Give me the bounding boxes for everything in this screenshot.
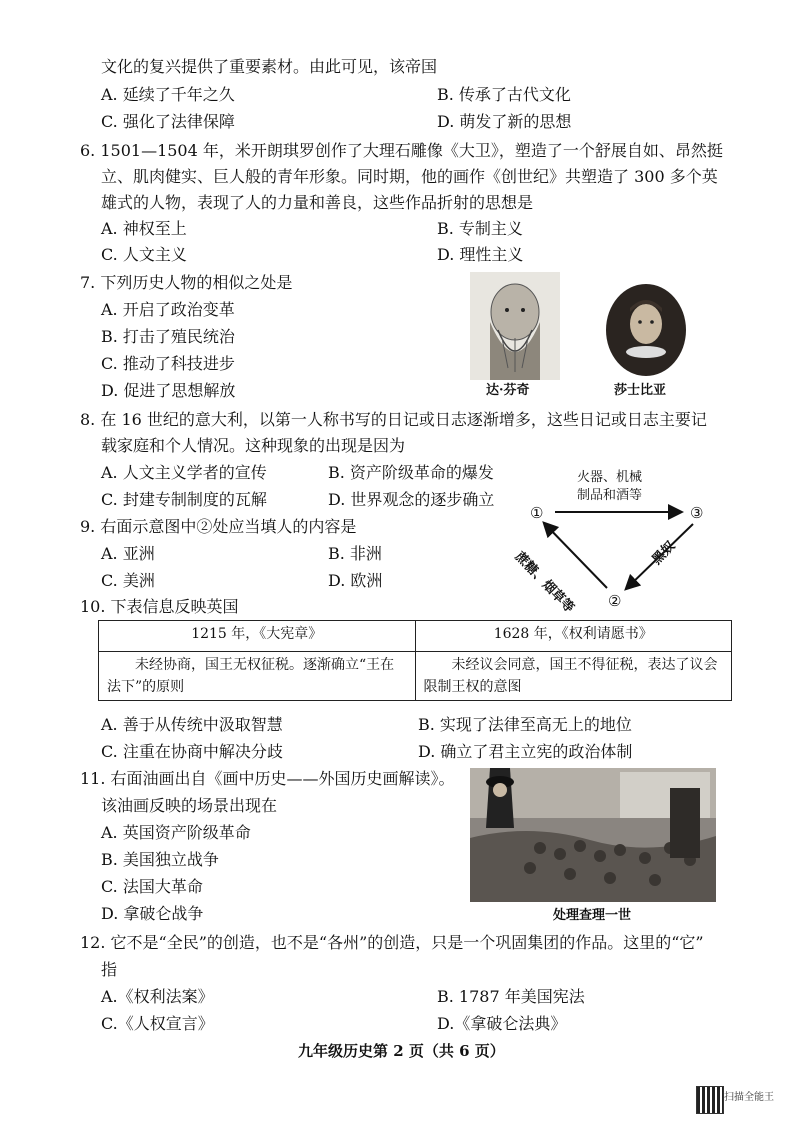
q6-line1: 6. 1501—1504 年，米开朗琪罗创作了大理石雕像《大卫》，塑造了一个舒展自如、昂然挺 xyxy=(80,141,723,160)
q8-line1: 8. 在 16 世纪的意大利，以第一人称书写的日记或日志逐渐增多，这些日记或日志主要记 xyxy=(80,410,707,429)
davinci-caption: 达·芬奇 xyxy=(486,383,530,398)
q7-option-d: D. 促进了思想解放 xyxy=(101,381,236,400)
q6-option-c: C. 人文主义 xyxy=(101,245,187,264)
q12-line2: 指 xyxy=(101,960,118,979)
diagram-right-label: 黑奴 xyxy=(649,538,679,568)
q11-stem: 11. 右面油画出自《画中历史——外国历史画解读》。 xyxy=(80,769,455,788)
page-footer: 九年级历史第 2 页（共 6 页） xyxy=(298,1042,505,1060)
q5-option-a: A. 延续了千年之久 xyxy=(101,85,235,104)
q11-option-d: D. 拿破仑战争 xyxy=(101,904,204,923)
q5-stem-tail: 文化的复兴提供了重要素材。由此可见，该帝国 xyxy=(101,57,438,76)
q7-option-b: B. 打击了殖民统治 xyxy=(101,327,235,346)
q8-option-d: D. 世界观念的逐步确立 xyxy=(328,490,495,509)
q10-option-c: C. 注重在协商中解决分歧 xyxy=(101,742,283,761)
table-header-1: 1215 年，《大宪章》 xyxy=(99,621,416,652)
diagram-left-label: 蔗糖、烟草等 xyxy=(511,549,577,616)
q10-stem: 10. 下表信息反映英国 xyxy=(80,597,239,616)
q12-line1: 12. 它不是“全民”的创造，也不是“各州”的创造，只是一个巩固集团的作品。这里的“它” xyxy=(80,933,704,952)
q6-line2: 立、肌肉健实、巨人般的青年形象。同时期，他的画作《创世纪》共塑造了 300 多个英 xyxy=(101,167,718,186)
diagram-node-2: ② xyxy=(608,592,622,610)
diagram-node-1: ① xyxy=(530,504,544,522)
scanner-badge: 扫描全能王 xyxy=(724,1092,774,1103)
painting-caption: 处理查理一世 xyxy=(553,908,632,923)
q7-option-c: C. 推动了科技进步 xyxy=(101,354,235,373)
table-header-2: 1628 年，《权利请愿书》 xyxy=(415,621,732,652)
q12-option-d: D.《拿破仑法典》 xyxy=(437,1014,567,1033)
q5-option-b: B. 传承了古代文化 xyxy=(437,85,571,104)
q10-option-d: D. 确立了君主立宪的政治体制 xyxy=(418,742,633,761)
q11-option-b: B. 美国独立战争 xyxy=(101,850,219,869)
q12-option-a: A.《权利法案》 xyxy=(101,987,214,1006)
q6-option-a: A. 神权至上 xyxy=(101,219,187,238)
q9-option-a: A. 亚洲 xyxy=(101,544,155,563)
q12-option-b: B. 1787 年美国宪法 xyxy=(437,987,585,1006)
diagram-node-3: ③ xyxy=(690,504,704,522)
q7-stem: 7. 下列历史人物的相似之处是 xyxy=(80,273,293,292)
q10-table xyxy=(98,620,732,701)
table-cell-1: 未经协商，国王无权征税。逐渐确立“王在法下”的原则 xyxy=(99,652,416,701)
table-cell-2: 未经议会同意，国王不得征税，表达了议会限制王权的意图 xyxy=(415,652,732,701)
q5-option-d: D. 萌发了新的思想 xyxy=(437,112,572,131)
diagram-top-label-1: 火器、机械 xyxy=(577,470,643,485)
shakespeare-caption: 莎士比亚 xyxy=(614,383,667,398)
q8-option-c: C. 封建专制制度的瓦解 xyxy=(101,490,267,509)
q11-stem-2: 该油画反映的场景出现在 xyxy=(101,796,278,815)
q9-option-c: C. 美洲 xyxy=(101,571,155,590)
q6-line3: 雄式的人物，表现了人的力量和善良，这些作品折射的思想是 xyxy=(101,193,534,212)
q12-option-c: C.《人权宣言》 xyxy=(101,1014,214,1033)
q9-option-b: B. 非洲 xyxy=(328,544,382,563)
charles-i-painting xyxy=(470,768,716,902)
q8-line2: 载家庭和个人情况。这种现象的出现是因为 xyxy=(101,436,406,455)
diagram-top-label-2: 制品和酒等 xyxy=(577,488,643,503)
q8-option-b: B. 资产阶级革命的爆发 xyxy=(328,463,494,482)
q10-option-a: A. 善于从传统中汲取智慧 xyxy=(101,715,283,734)
q7-option-a: A. 开启了政治变革 xyxy=(101,300,235,319)
q6-option-b: B. 专制主义 xyxy=(437,219,523,238)
q9-stem: 9. 右面示意图中②处应当填人的内容是 xyxy=(80,517,357,536)
shakespeare-portrait xyxy=(604,282,688,378)
q10-option-b: B. 实现了法律至高无上的地位 xyxy=(418,715,632,734)
qr-code-icon xyxy=(696,1086,724,1114)
q8-option-a: A. 人文主义学者的宣传 xyxy=(101,463,267,482)
q9-option-d: D. 欧洲 xyxy=(328,571,383,590)
q11-option-c: C. 法国大革命 xyxy=(101,877,203,896)
q5-option-c: C. 强化了法律保障 xyxy=(101,112,235,131)
q6-option-d: D. 理性主义 xyxy=(437,245,524,264)
q11-option-a: A. 英国资产阶级革命 xyxy=(101,823,251,842)
davinci-portrait xyxy=(470,272,560,380)
